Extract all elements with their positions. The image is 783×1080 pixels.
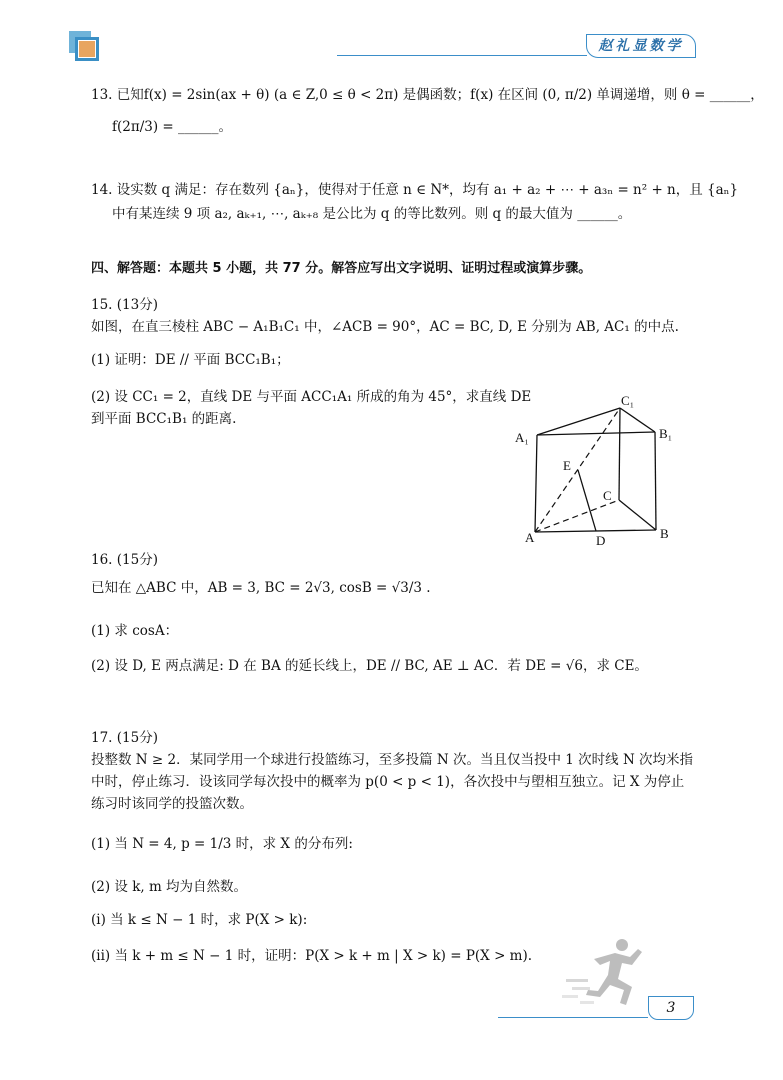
label-C: C (603, 488, 612, 503)
logo-icon (69, 31, 103, 65)
edge-C1C (619, 408, 620, 500)
q14-line1: 14. 设实数 q 满足：存在数列 {aₙ}，使得对于任意 n ∈ N*，均有 a₁ + a₂ + ⋯ + a₃ₙ = n² + n，且 {aₙ} (91, 182, 739, 198)
edge-CB (619, 500, 656, 530)
edge-A1A (535, 435, 537, 532)
q17-part2-i: (i) 当 k ≤ N − 1 时，求 P(X > k): (91, 912, 308, 928)
q17-stem-line1: 投整数 N ≥ 2．某同学用一个球进行投篮练习，至多投篇 N 次。当且仅当投中 1 次时线 N 次均米指 (91, 752, 694, 768)
q17-stem-line2: 中时，停止练习．设该同学每次投中的概率为 p(0 < p < 1)，各次投中与塱相互独立。记 X 为停止 (91, 774, 685, 790)
label-E: E (563, 458, 571, 473)
q14-line2: 中有某连续 9 项 a₂, aₖ₊₁, ⋯, aₖ₊₈ 是公比为 q 的等比数列。则 q 的最大值为 ______。 (112, 206, 632, 222)
label-B: B (660, 526, 669, 541)
header-rule (337, 55, 587, 56)
label-A1: A₁ (515, 430, 529, 445)
label-B1: B₁ (659, 426, 673, 441)
q15-part1: (1) 证明：DE // 平面 BCC₁B₁； (91, 352, 290, 368)
header-brand: 赵礼显数学 (586, 34, 696, 58)
edge-AC-hidden (535, 500, 619, 532)
q17-stem-line3: 练习时该同学的投篮次数。 (91, 796, 253, 812)
page-number: 3 (648, 996, 694, 1020)
q15-stem: 如图，在直三棱柱 ABC − A₁B₁C₁ 中，∠ACB = 90°，AC = BC, D, E 分别为 AB, AC₁ 的中点. (91, 319, 679, 335)
edge-C1B1 (620, 408, 655, 432)
q15-part2a: (2) 设 CC₁ = 2，直线 DE 与平面 ACC₁A₁ 所成的角为 45°，求直线 DE (91, 389, 532, 405)
edge-B1B (655, 432, 656, 530)
segment-ED (578, 470, 596, 531)
q15-score: 15. (13分) (91, 297, 158, 313)
segment-AC1-hidden (535, 408, 620, 532)
q17-part2: (2) 设 k, m 均为自然数。 (91, 879, 248, 895)
q15-part2b: 到平面 BCC₁B₁ 的距离. (91, 411, 237, 427)
q16-part1: (1) 求 cosA： (91, 623, 179, 639)
q16-part2: (2) 设 D, E 两点满足: D 在 BA 的延长线上，DE // BC, AE ⊥ AC．若 DE = √6，求 CE。 (91, 658, 648, 674)
q16-score: 16. (15分) (91, 552, 158, 568)
label-A: A (525, 530, 535, 545)
q13-line2: f(2π/3) = ______。 (112, 119, 233, 135)
q16-stem: 已知在 △ABC 中，AB = 3, BC = 2√3, cosB = √3/3 . (91, 580, 431, 596)
runner-icon (560, 935, 652, 1015)
footer-rule (498, 1017, 648, 1018)
q17-part2-ii: (ii) 当 k + m ≤ N − 1 时，证明：P(X > k + m | X > k) = P(X > m). (91, 948, 533, 964)
prism-figure (505, 390, 685, 550)
edge-A1B1 (537, 432, 655, 435)
edge-A1C1 (537, 408, 620, 435)
label-D: D (596, 533, 606, 548)
q13-line1: 13. 已知f(x) = 2sin(ax + θ) (a ∈ Z,0 ≤ θ < 2π) 是偶函数；f(x) 在区间 (0, π/2) 单调递增，则 θ = ______， (91, 87, 764, 103)
label-C1: C₁ (621, 393, 635, 408)
section-heading: 四、解答题：本题共 5 小题，共 77 分。解答应写出文字说明、证明过程或演算步骤。 (91, 261, 592, 276)
q17-score: 17. (15分) (91, 730, 158, 746)
q17-part1: (1) 当 N = 4, p = 1/3 时，求 X 的分布列: (91, 836, 353, 852)
